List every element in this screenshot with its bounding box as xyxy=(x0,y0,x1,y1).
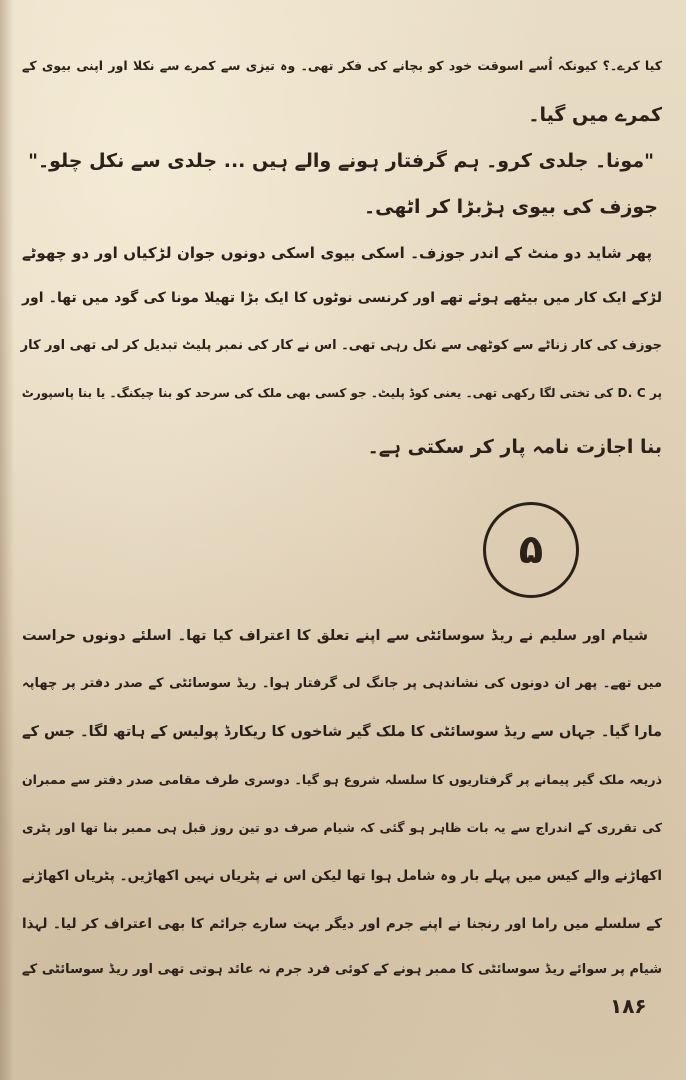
text-line: جوزف کی بیوی ہڑبڑا کر اٹھی۔ xyxy=(363,196,658,218)
text-line: پر D. C کی تختی لگا رکھی تھی۔ یعنی کوڈ پلیٹ۔ جو کسی بھی ملک کی سرحد کو بنا چیکنگ۔ یا بنا پاسپورٹ xyxy=(21,386,662,400)
text-line: کیا کرے۔؟ کیونکہ اُسے اسوقت خود کو بچانے کی فکر تھی۔ وہ تیزی سے کمرے سے نکلا اور اپنی بیوی کے xyxy=(22,58,662,73)
page-edge-shadow xyxy=(0,0,14,1080)
text-line: بنا اجازت نامہ پار کر سکتی ہے۔ xyxy=(367,436,662,458)
chapter-number-circle xyxy=(483,502,579,598)
text-line: میں تھے۔ پھر ان دونوں کی نشاندہی پر جانگ لی گرفتار ہوا۔ ریڈ سوسائٹی کے صدر دفتر پر چھاپہ xyxy=(22,676,662,691)
text-line: پھر شاید دو منٹ کے اندر جوزف۔ اسکی بیوی اسکی دونوں جوان لڑکیاں اور دو چھوٹے xyxy=(22,244,652,262)
chapter-number: ۵ xyxy=(518,527,544,573)
text-line: لڑکے ایک کار میں بیٹھے ہوئے تھے اور کرنسی نوٹوں کا ایک بڑا تھیلا مونا کی گود میں تھا۔ اور xyxy=(22,290,662,306)
text-line: شیام پر سوائے ریڈ سوسائٹی کا ممبر ہونے کے کوئی فرد جرم نہ عائد ہوتی تھی اور ریڈ سوسائٹی کے xyxy=(22,962,662,977)
dialogue-line: "مونا۔ جلدی کرو۔ ہم گرفتار ہونے والے ہیں ... جلدی سے نکل چلو۔" xyxy=(28,150,654,172)
text-line: کے سلسلے میں راما اور رنجنا نے اپنے جرم اور دیگر بہت سارے جرائم کا بھی اعتراف کر لیا۔ لہذا xyxy=(22,916,662,932)
text-line: مارا گیا۔ جہاں سے ریڈ سوسائٹی کا ملک گیر شاخوں کا ریکارڈ پولیس کے ہاتھ لگا۔ جس کے xyxy=(22,724,662,740)
text-line: جوزف کی کار زناٹے سے کوٹھی سے نکل رہی تھی۔ اس نے کار کی نمبر پلیٹ تبدیل کر لی تھی اور کار xyxy=(20,338,662,353)
text-line: اکھاڑنے والے کیس میں پہلے بار وہ شامل ہوا تھا لیکن اس نے پٹریاں نہیں اکھاڑیں۔ پٹریاں اکھاڑنے xyxy=(22,868,662,884)
text-line: کی تقرری کے اندراج سے یہ بات ظاہر ہو گئی کہ شیام صرف دو تین روز قبل ہی ممبر بنا تھا اور پٹری xyxy=(22,820,662,835)
text-line: ذریعہ ملک گیر پیمانے پر گرفتاریوں کا سلسلہ شروع ہو گیا۔ دوسری طرف مقامی صدر دفتر سے ممبران xyxy=(22,772,662,787)
text-line: کمرے میں گیا۔ xyxy=(528,104,662,126)
page-number: ۱۸۶ xyxy=(610,994,647,1018)
text-line: شیام اور سلیم نے ریڈ سوسائٹی سے اپنے تعلق کا اعتراف کیا تھا۔ اسلئے دونوں حراست xyxy=(22,628,648,644)
